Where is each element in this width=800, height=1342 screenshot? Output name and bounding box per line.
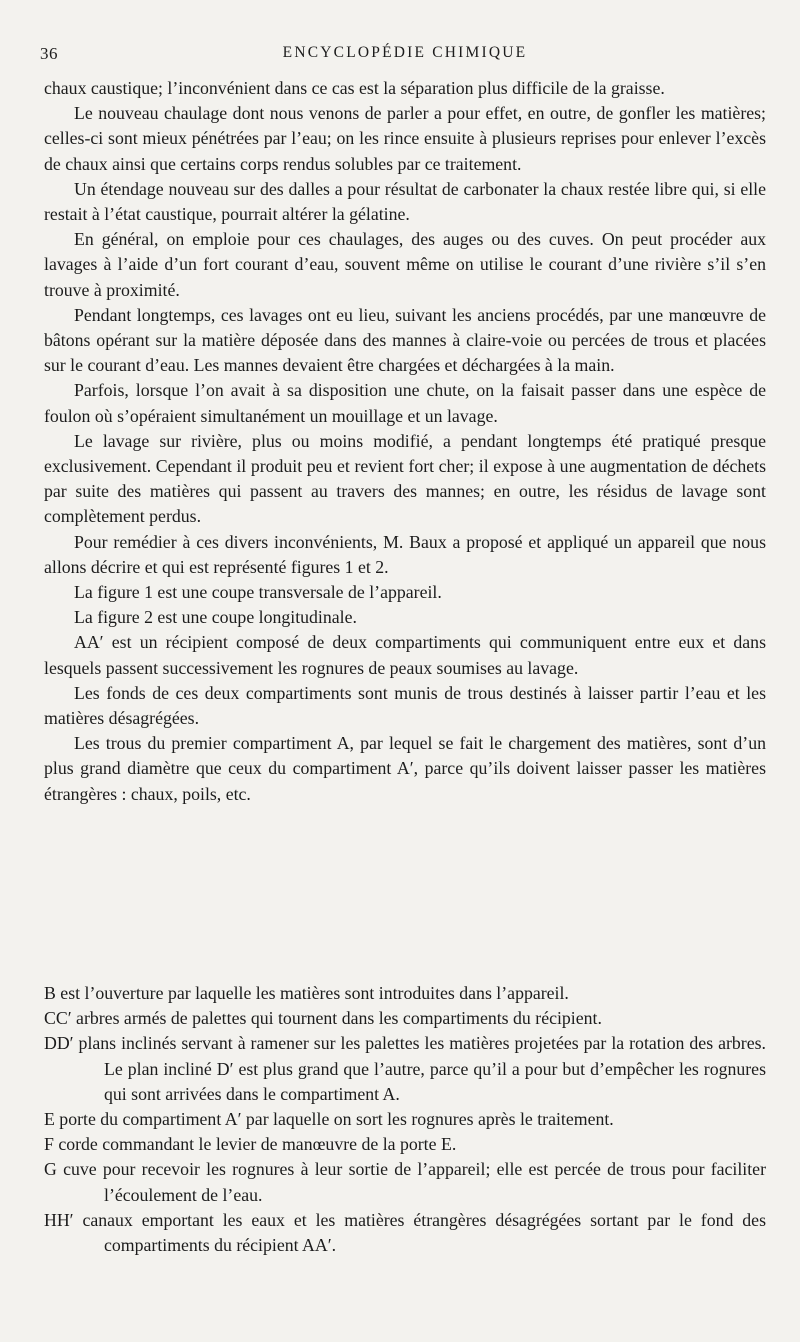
paragraph: Pendant longtemps, ces lavages ont eu lieu, suivant les anciens procédés, par une manœuvre de bâtons opérant sur la matière déposée dans des mannes à claire-voie ou percées de trous et placées sur le courant d’eau. Les mannes devaient être chargées et déchargées à la main. bbox=[44, 304, 766, 376]
figure-legend bbox=[44, 981, 766, 1258]
paragraph: Les fonds de ces deux compartiments sont munis de trous destinés à laisser partir l’eau et les matières désagrégées. bbox=[44, 682, 766, 729]
paragraph: chaux caustique; l’inconvénient dans ce cas est la séparation plus difficile de la graisse. bbox=[44, 78, 665, 98]
legend-item: B est l’ouverture par laquelle les matières sont introduites dans l’appareil. bbox=[44, 983, 569, 1003]
legend-item: CC′ arbres armés de palettes qui tournent dans les compartiments du récipient. bbox=[44, 1008, 602, 1029]
legend-item: G cuve pour recevoir les rognures à leur sortie de l’appareil; elle est percée de trous pour faciliter l’écoulement de l’eau. bbox=[44, 1159, 766, 1205]
paragraph: Le lavage sur rivière, plus ou moins modifié, a pendant longtemps été pratiqué presque exclusivement. Cependant il produit peu et revient fort cher; il expose à une augmentation de déchets par suite des matières qui passent au travers des mannes; en outre, les résidus de lavage sont complètement perdus. bbox=[44, 430, 766, 527]
paragraph: Parfois, lorsque l’on avait à sa disposition une chute, on la faisait passer dans une espèce de foulon où s’opéraient simultanément un mouillage et un lavage. bbox=[44, 380, 766, 426]
body-text bbox=[44, 76, 766, 807]
paragraph: La figure 2 est une coupe longitudinale. bbox=[74, 607, 357, 628]
legend-item: F corde commandant le levier de manœuvre de la porte E. bbox=[44, 1134, 457, 1155]
paragraph: La figure 1 est une coupe transversale de l’appareil. bbox=[74, 582, 442, 603]
paragraph: Le nouveau chaulage dont nous venons de parler a pour effet, en outre, de gonfler les matières; celles-ci sont mieux pénétrées par l’eau; on les rince ensuite à plusieurs reprises pour enlever l’excès de chaux ainsi que certains corps rendus solubles par ce traitement. bbox=[44, 103, 766, 174]
paragraph: Pour remédier à ces divers inconvénients, M. Baux a proposé et appliqué un appareil que nous allons décrire et qui est représenté figures 1 et 2. bbox=[44, 531, 766, 577]
running-head: ENCYCLOPÉDIE CHIMIQUE bbox=[282, 44, 528, 61]
legend-item: DD′ plans inclinés servant à ramener sur les palettes les matières projetées par la rotation des arbres. Le plan incliné D′ est plus grand que l’autre, parce qu’il a pour but d’empêcher les rognures qui sont arrivées dans le compartiment A. bbox=[44, 1033, 766, 1104]
page-number: 36 bbox=[40, 44, 58, 63]
paragraph: Les trous du premier compartiment A, par lequel se fait le chargement des matières, sont d’un plus grand diamètre que ceux du compartiment A′, parce qu’ils doivent laisser passer les matières étrangères : chaux, poils, etc. bbox=[44, 733, 766, 804]
page-header bbox=[40, 44, 770, 68]
legend-item: E porte du compartiment A′ par laquelle on sort les rognures après le traitement. bbox=[44, 1109, 614, 1130]
legend-item: HH′ canaux emportant les eaux et les matières étrangères désagrégées sortant par le fond des compartiments du récipient AA′. bbox=[44, 1209, 766, 1256]
paragraph: En général, on emploie pour ces chaulages, des auges ou des cuves. On peut procéder aux lavages à l’aide d’un fort courant d’eau, souvent même on utilise le courant d’une rivière s’il s’en trouve à proximité. bbox=[44, 229, 766, 300]
paragraph: AA′ est un récipient composé de deux compartiments qui communiquent entre eux et dans lesquels passent successivement les rognures de peaux soumises au lavage. bbox=[44, 632, 766, 678]
paragraph: Un étendage nouveau sur des dalles a pour résultat de carbonater la chaux restée libre qui, si elle restait à l’état caustique, pourrait altérer la gélatine. bbox=[44, 178, 766, 225]
